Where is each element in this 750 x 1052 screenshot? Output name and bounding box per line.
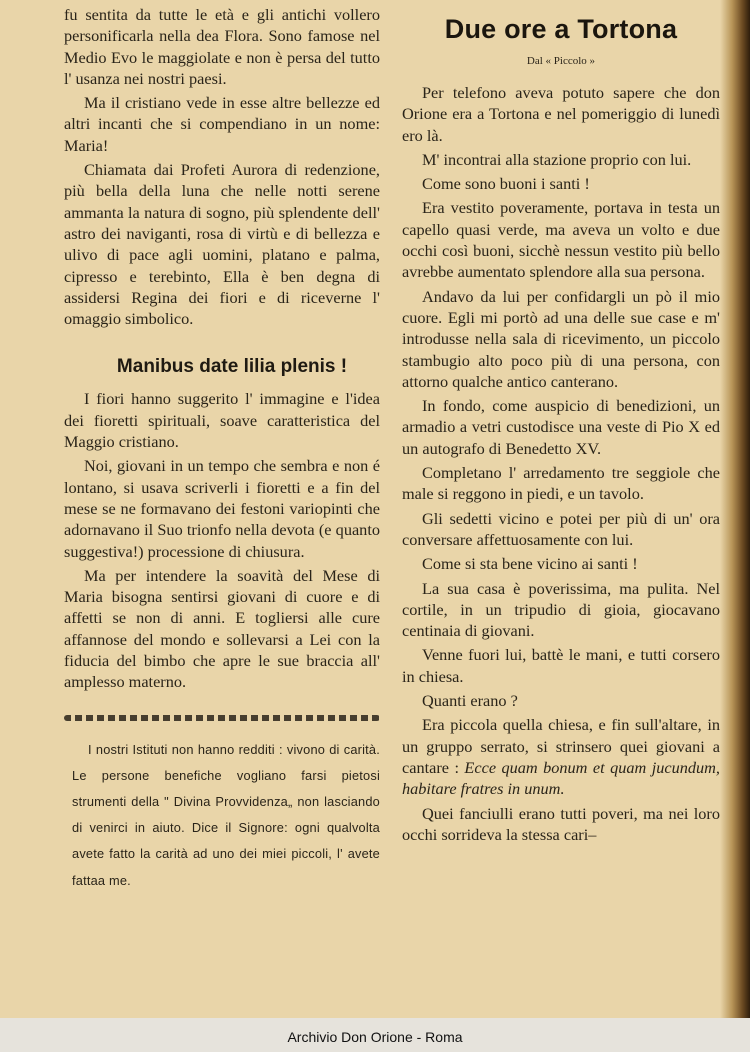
paragraph-text: Era piccola quella chiesa, e fin sull'altare, in un gruppo serrato, si strinsero quei giovani a cantare :	[402, 715, 720, 777]
charity-notice: I nostri Istituti non hanno redditi : vivono di carità. Le persone benefiche vogliano farsi pietosi strumenti della " Divina Provvidenza„ non lasciando di venirci in aiuto. Dice il Signore: ogni qualvolta avete fatto la carità ad uno dei miei piccoli, l' avete fattaa me.	[72, 741, 380, 888]
paragraph: Quanti erano ?	[422, 691, 518, 711]
latin-quote: Ecce quam bonum et quam jucundum, habitare fratres in unum.	[402, 757, 720, 799]
paragraph: Completano l' arredamento tre seggiole che male si reggono in piedi, e un tavolo.	[402, 463, 720, 504]
page-binding-edge	[720, 0, 750, 1020]
paragraph: Noi, giovani in un tempo che sembra e non é lontano, si usava scriverli i fioretti e a fin del mese se ne formavano dei festoni variopinti che adornavano il Suo trionfo nella devota (e quanto suggestiva!) processione di chiusura.	[64, 456, 380, 561]
paragraph: Come sono buoni i santi !	[422, 174, 590, 194]
paragraph: Venne fuori lui, battè le mani, e tutti corsero in chiesa.	[402, 645, 720, 686]
paragraph: Ma il cristiano vede in esse altre bellezze ed altri incanti che si compendiano in un nome: Maria!	[64, 93, 380, 155]
paragraph: Gli sedetti vicino e potei per più di un' ora conversare affettuosamente con lui.	[402, 508, 720, 549]
section-heading: Manibus date lilia plenis !	[116, 356, 348, 378]
left-column	[64, 4, 380, 894]
paragraph: Come si sta bene vicino ai santi !	[422, 554, 638, 574]
paragraph: I fiori hanno suggerito l' immagine e l'idea dei fioretti spirituali, soave caratteristica del Maggio cristiano.	[64, 389, 380, 452]
paragraph: Era vestito poveramente, portava in testa un capello quasi verde, ma aveva un volto e due occhi così buoni, sicchè nessun vestito più bello avrebbe aumentato splendore alla sua persona.	[402, 198, 720, 282]
paragraph: Andavo da lui per confidargli un pò il mio cuore. Egli mi portò ad una delle sue case e m' introdusse nella sala di ricevimento, un piccolo stambugio alto poco più di una persona, con attorno qualche antico canterano.	[402, 286, 720, 391]
paragraph: fu sentita da tutte le età e gli antichi vollero personificarla nella dea Flora. Sono famose nel Medio Evo le maggiolate e non è persa del tutto l' usanza nei nostri paesi.	[64, 5, 380, 88]
article-source: Dal « Piccolo »	[526, 55, 596, 67]
right-column	[402, 4, 720, 848]
paragraph: M' incontrai alla stazione proprio con lui.	[422, 149, 692, 169]
paragraph: Ma per intendere la soavità del Mese di Maria bisogna sentirsi giovani di cuore e di affetti se non di anni. E togliersi alle cure affannose del mondo e sollevarsi a Lei con la fiducia del bimbo che apre le sue braccia all' amplesso materno.	[64, 565, 380, 692]
article-title: Due ore a Tortona	[444, 14, 678, 44]
ornamental-divider	[64, 715, 380, 721]
archive-label: Archivio Don Orione - Roma	[287, 1029, 463, 1045]
paragraph-with-quote	[402, 714, 720, 799]
paragraph: La sua casa è poverissima, ma pulita. Nel cortile, in un tripudio di gioia, giocavano centinaia di giovani.	[402, 578, 720, 641]
paragraph: In fondo, come auspicio di benedizioni, un armadio a vetri custodisce una veste di Pio X ed un autografo di Benedetto XV.	[402, 396, 720, 458]
paragraph: Quei fanciulli erano tutti poveri, ma nei loro occhi sorrideva la stessa cari–	[402, 803, 720, 844]
paragraph: Chiamata dai Profeti Aurora di redenzione, più bella della luna che nelle notti serene ammanta la natura di sogno, più splendente dell' astro dei naviganti, rosa di virtù e di bellezza e ulivo di pace agli uomini, platano e palma, cipresso e terebinto, Ella è ben degna di assidersi Regina dei fiori e di riceverne l' omaggio simbolico.	[64, 160, 380, 329]
paragraph: Per telefono aveva potuto sapere che don Orione era a Tortona e nel pomeriggio di lunedì ero là.	[402, 83, 720, 145]
